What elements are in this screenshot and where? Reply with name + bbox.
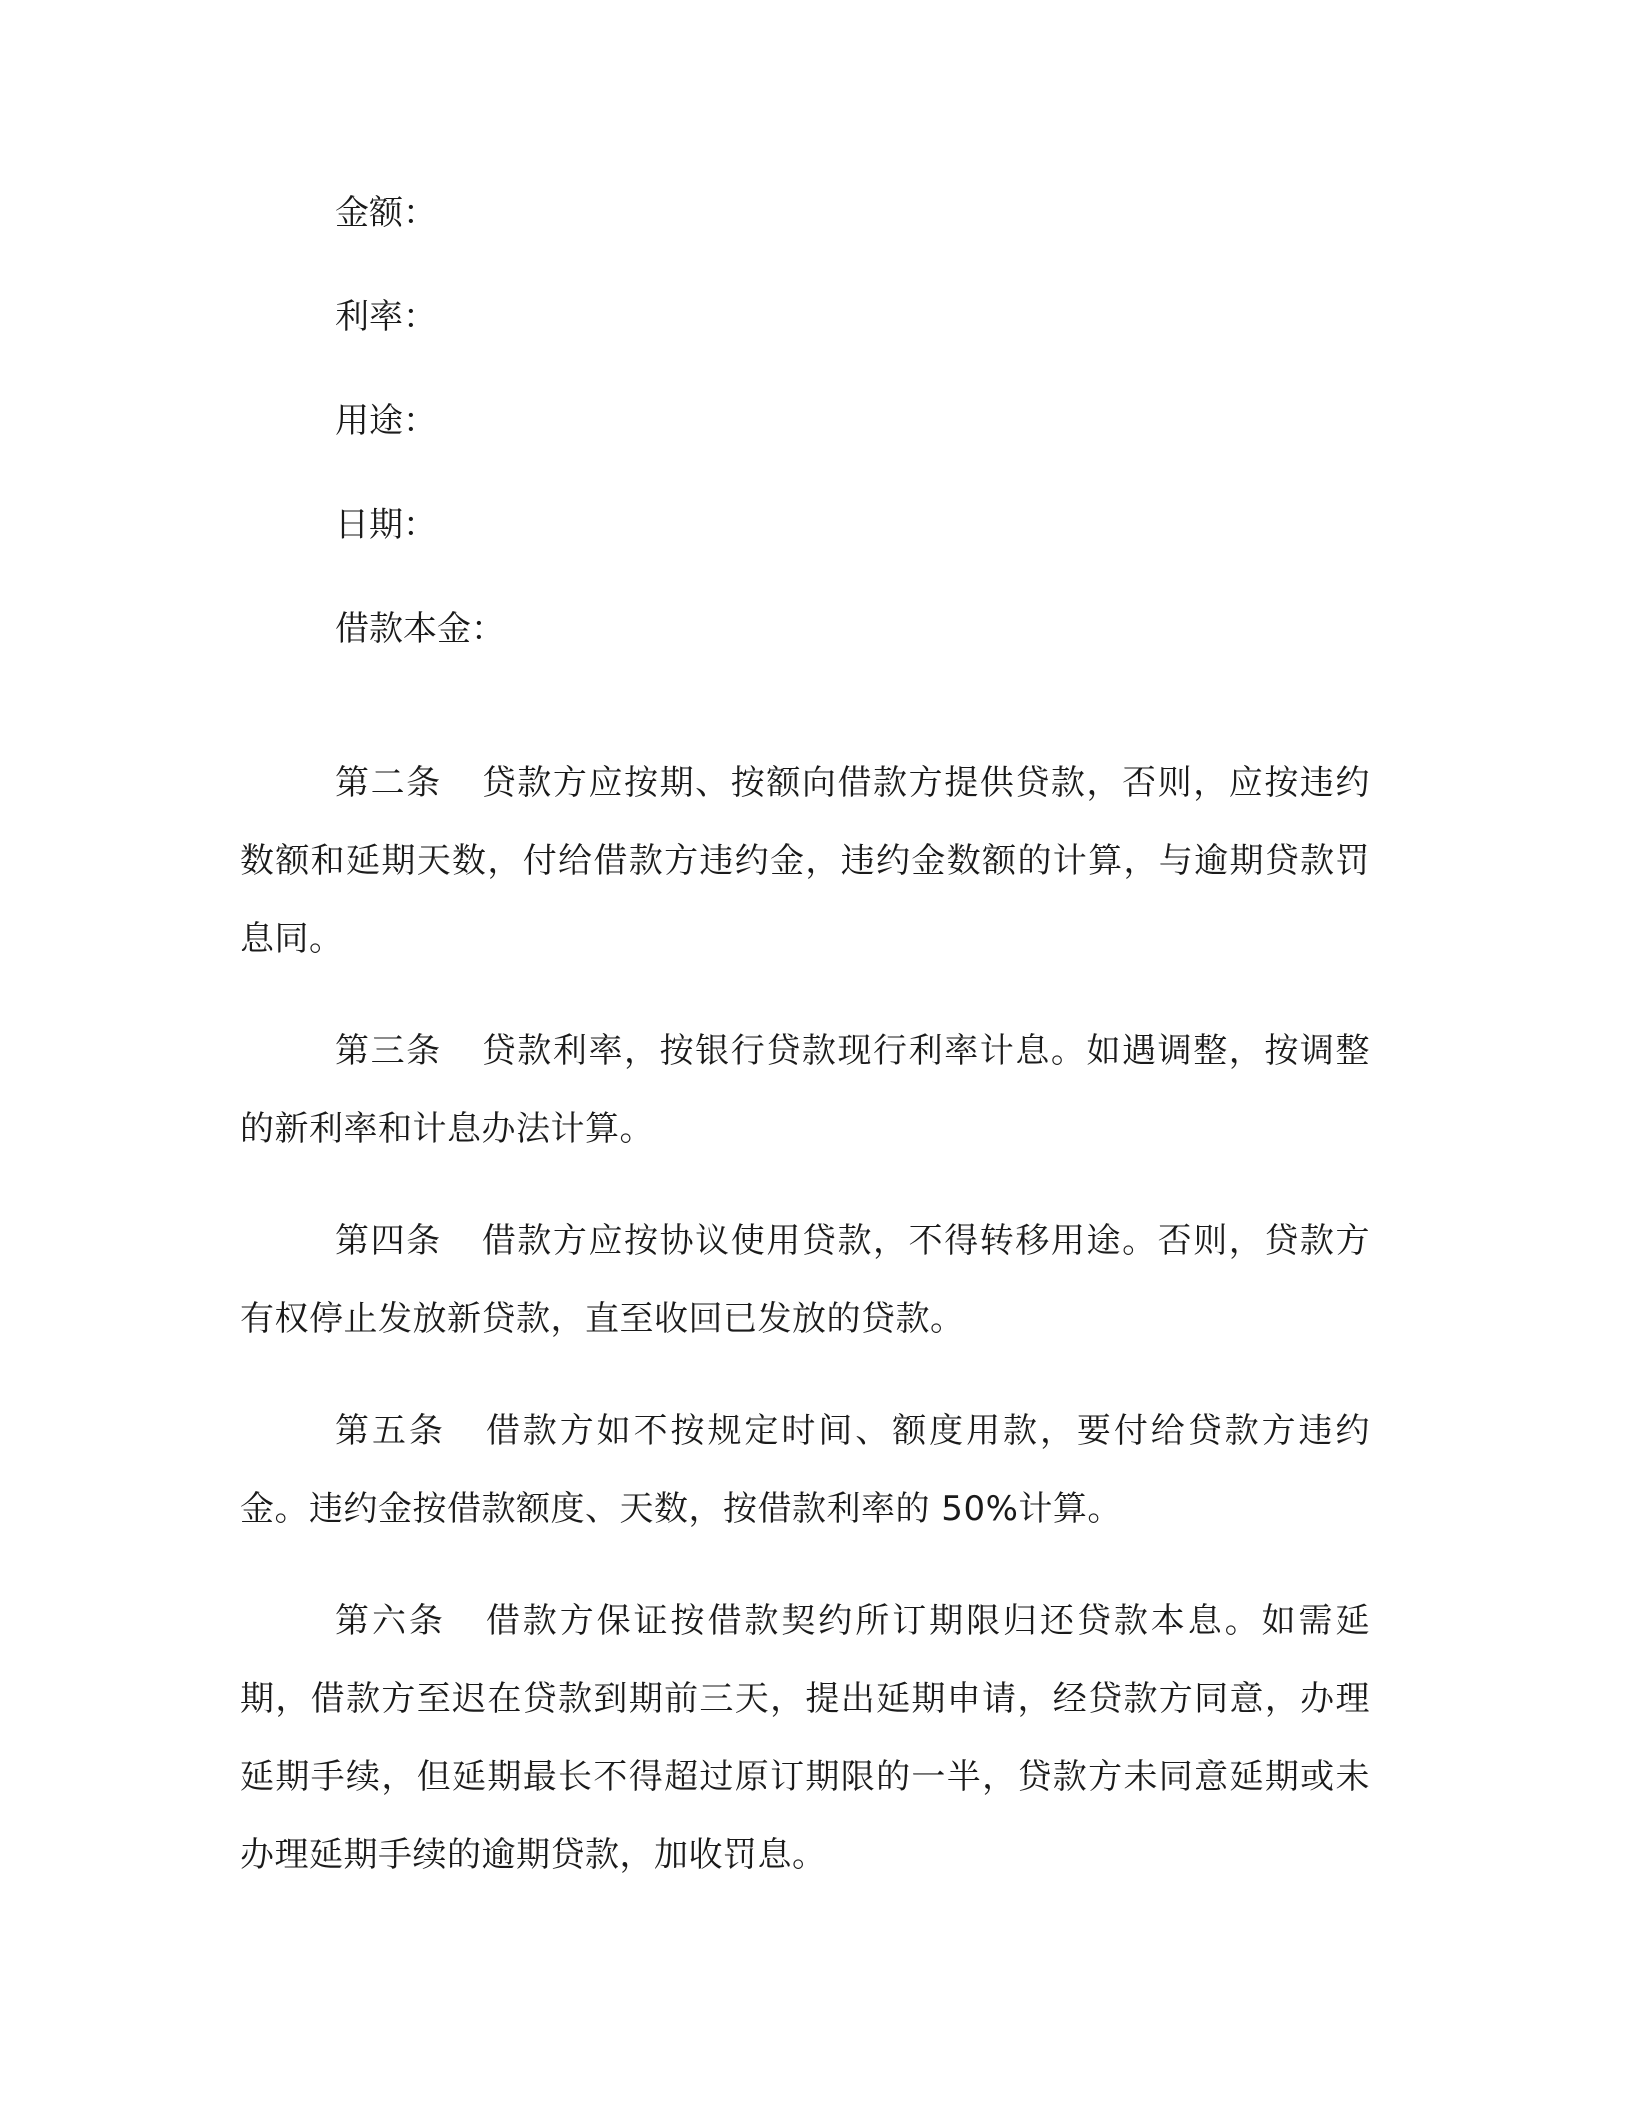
field-label: 借款本金： [335,609,505,649]
article-text: 贷款利率，按银行贷款现行利率计息。如遇调整，按调整的新利率和计息办法计算。 [240,1031,1371,1149]
field-label: 利率： [335,297,437,337]
article-text: 借款方如不按规定时间、额度用款，要付给贷款方违约金。违约金按借款额度、天数，按借款利率的 50%计算。 [240,1411,1370,1529]
article-number: 第三条 [335,1031,442,1071]
article-text: 贷款方应按期、按额向借款方提供贷款，否则，应按违约数额和延期天数，付给借款方违约金，违约金数额的计算，与逾期贷款罚息同。 [240,763,1371,959]
article-5 [240,1392,1370,1548]
field-label: 用途： [335,401,437,441]
field-amount [240,190,1370,294]
field-interest-rate [240,294,1370,398]
field-label: 金额： [335,193,437,233]
article-number: 第六条 [335,1601,446,1641]
article-2 [240,744,1370,978]
article-3 [240,1012,1370,1168]
article-4 [240,1202,1370,1358]
article-number: 第四条 [335,1221,442,1261]
article-text: 借款方保证按借款契约所订期限归还贷款本息。如需延期，借款方至迟在贷款到期前三天，提出延期申请，经贷款方同意，办理延期手续，但延期最长不得超过原订期限的一半，贷款方未同意延期或未办理延期手续的逾期贷款，加收罚息。 [240,1601,1370,1875]
field-principal [240,606,1370,710]
field-label: 日期： [335,505,437,545]
article-number: 第五条 [335,1411,446,1451]
field-purpose [240,398,1370,502]
article-text: 借款方应按协议使用贷款，不得转移用途。否则，贷款方有权停止发放新贷款，直至收回已发放的贷款。 [240,1221,1371,1339]
document-body [240,190,1370,1918]
article-6 [240,1582,1370,1894]
article-number: 第二条 [335,763,442,803]
field-date [240,502,1370,606]
